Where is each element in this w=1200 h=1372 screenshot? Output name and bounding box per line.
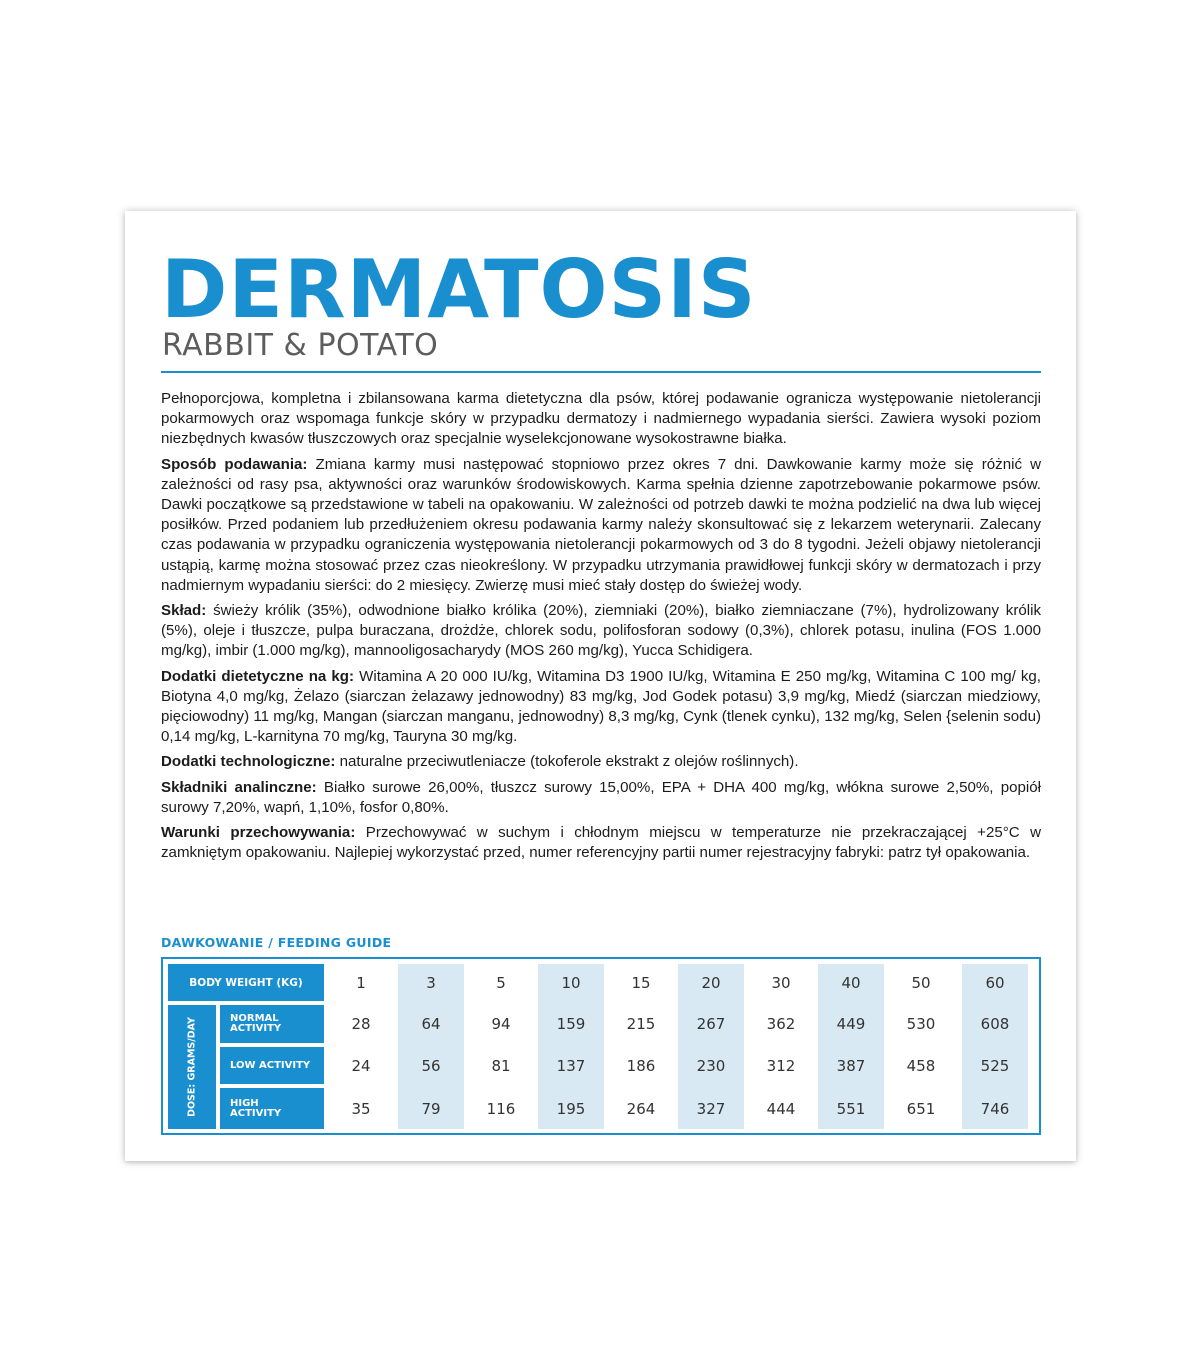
dose-cell: 608 <box>980 1015 1010 1033</box>
dose-cell: 159 <box>556 1015 586 1033</box>
dose-cell: 137 <box>556 1056 586 1075</box>
body-weight-cell: 15 <box>631 973 651 992</box>
dose-cell: 362 <box>766 1015 796 1033</box>
description-body <box>161 389 1041 868</box>
dose-cell: 267 <box>696 1015 726 1033</box>
body-weight-cell: 20 <box>701 973 721 992</box>
activity-label-line: LOW ACTIVITY <box>230 1059 311 1071</box>
body-weight-cell: 3 <box>426 973 436 992</box>
body-weight-header: BODY WEIGHT (KG) <box>168 964 324 1001</box>
analytic-paragraph <box>161 778 1041 818</box>
dose-cell: 28 <box>351 1015 371 1033</box>
dose-cell: 651 <box>906 1099 936 1118</box>
dose-cell: 530 <box>906 1015 936 1033</box>
activity-label-line: NORMAL <box>230 1013 279 1024</box>
dose-cell: 64 <box>421 1015 441 1033</box>
dose-cell: 79 <box>421 1099 441 1118</box>
dose-cell: 186 <box>626 1056 656 1075</box>
activity-row-label <box>220 1005 324 1043</box>
additives-text: Witamina A 20 000 IU/kg, Witamina D3 1900 IU/kg, Witamina E 250 mg/kg, Witamina C 100 mg/ kg, Biotyna 4,0 mg/kg, Żelazo (siarczan żelazawy jednowodny) 83 mg/kg, Jod Godek potasu) 3,9 mg/kg, Miedź (siarczan miedziowy, pięciowodny) 11 mg/kg, Mangan (siarczan manganu, jednowodny) 8,3 mg/kg, Cynk (tlenek cynku), 132 mg/kg, Selen {selenin sodu) 0,14 mg/kg, L-karnityna 70 mg/kg, Tauryna 30 mg/kg. <box>161 667 1041 746</box>
intro-paragraph <box>161 389 1041 450</box>
dose-cell: 81 <box>491 1056 511 1075</box>
body-weight-cell: 60 <box>985 973 1005 992</box>
feeding-guide-table <box>161 957 1041 1135</box>
dose-cell: 327 <box>696 1099 726 1118</box>
dose-cell: 35 <box>351 1099 371 1118</box>
dose-cell: 458 <box>906 1056 936 1075</box>
body-weight-cell: 5 <box>496 973 506 992</box>
activity-row-label <box>220 1047 324 1084</box>
body-weight-cell: 50 <box>911 973 931 992</box>
product-subtitle: RABBIT & POTATO <box>162 328 439 363</box>
feeding-guide-title: DAWKOWANIE / FEEDING GUIDE <box>161 935 392 950</box>
dose-cell: 264 <box>626 1099 656 1118</box>
storage-label: Warunki przechowywania: <box>161 824 356 842</box>
body-weight-cell: 1 <box>356 973 366 992</box>
dose-cell: 116 <box>486 1099 516 1118</box>
dose-label <box>168 1005 216 1129</box>
dose-cell: 94 <box>491 1015 511 1033</box>
additives-paragraph <box>161 667 1041 748</box>
activity-label-line: ACTIVITY <box>230 1023 282 1034</box>
feeding-paragraph <box>161 455 1041 596</box>
dose-cell: 215 <box>626 1015 656 1033</box>
intro-text: Pełnoporcjowa, kompletna i zbilansowana karma dietetyczna dla psów, której podawanie ogranicza występowanie nietolerancji pokarmowych oraz wspomaga funkcje skóry w przypadku dermatozy i nadmiernego wypadania sierści. Zawiera wysoki poziom niezbędnych kwasów tłuszczowych oraz specjalnie wyselekcjonowane wysokostrawne białka. <box>161 390 1041 448</box>
title-divider <box>161 371 1041 373</box>
dose-cell: 551 <box>836 1099 866 1118</box>
dose-cell: 312 <box>766 1056 796 1075</box>
dose-cell: 387 <box>836 1056 866 1075</box>
body-weight-cell: 30 <box>771 973 791 992</box>
product-label-card <box>125 211 1076 1161</box>
additives-label: Dodatki dietetyczne na kg: <box>161 667 355 685</box>
dose-cell: 449 <box>836 1015 866 1033</box>
dose-cell: 746 <box>980 1099 1010 1118</box>
dose-cell: 195 <box>556 1099 586 1118</box>
dose-cell: 525 <box>980 1056 1010 1075</box>
composition-paragraph <box>161 601 1041 662</box>
activity-label-line: ACTIVITY <box>230 1107 282 1119</box>
dose-label-text: DOSE: GRAMS/DAY <box>186 1017 198 1117</box>
storage-text: Przechowywać w suchym i chłodnym miejscu w temperaturze nie przekraczającej +25°C w zamkniętym opakowaniu. Najlepiej wykorzystać przed, numer referencyjny partii numer rejestracyjny fabryki: patrz tył opakowania. <box>161 824 1041 862</box>
storage-paragraph <box>161 823 1041 863</box>
analytic-text: Białko surowe 26,00%, tłuszcz surowy 15,00%, EPA + DHA 400 mg/kg, włókna surowe 2,50%, popiół surowy 7,20%, wapń, 1,10%, fosfor 0,80%. <box>161 778 1041 816</box>
dose-cell: 56 <box>421 1056 441 1075</box>
dose-cell: 24 <box>351 1056 371 1075</box>
body-weight-cell: 40 <box>841 973 861 992</box>
composition-label: Skład: <box>161 602 207 620</box>
body-weight-cell: 10 <box>561 973 581 992</box>
activity-label-line: HIGH <box>230 1097 259 1109</box>
feeding-text: Zmiana karmy musi następować stopniowo przez okres 7 dni. Dawkowanie karmy może się różnić w zależności od rasy psa, aktywności oraz warunków środowiskowych. Karma spełnia dzienne zapotrzebowanie pokarmowe psów. Dawki początkowe są przedstawione w tabeli na opakowaniu. W zależności od potrzeb dawki te można podzielić na dwa lub więcej posiłków. Przed podaniem lub przedłużeniem okresu podawania karmy należy skonsultować się z lekarzem weterynarii. Zalecany czas podawania w przypadku ograniczenia występowania nietolerancji pokarmowych od 3 do 8 tygodni. Jeżeli objawy nietolerancji ustąpią, karmę można stosować przez czas nieokreślony. W przypadku utrzymania prawidłowej funkcji skóry w dermatozach i przy nadmiernym wypadaniu sierści: do 2 miesięcy. Zwierzę musi mieć stały dostęp do świeżej wody. <box>161 455 1041 594</box>
product-title: DERMATOSIS <box>161 243 757 336</box>
feeding-label: Sposób podawania: <box>161 455 308 473</box>
composition-text: świeży królik (35%), odwodnione białko królika (20%), ziemniaki (20%), białko ziemniaczane (7%), hydrolizowany królik (5%), oleje i tłuszcze, pulpa buraczana, drożdże, chlorek sodu, polifosforan sodowy (0,3%), chlorek potasu, inulina (FOS 1.000 mg/kg), imbir (1.000 mg/kg), mannooligosacharydy (MOS 260 mg/kg), Yucca Schidigera. <box>161 602 1041 660</box>
tech-additives-label: Dodatki technologiczne: <box>161 753 336 771</box>
dose-cell: 230 <box>696 1056 726 1075</box>
activity-row-label <box>220 1088 324 1129</box>
analytic-label: Składniki analinczne: <box>161 778 317 796</box>
dose-cell: 444 <box>766 1099 796 1118</box>
tech-additives-paragraph <box>161 752 1041 772</box>
tech-additives-text: naturalne przeciwutleniacze (tokoferole ekstrakt z olejów roślinnych). <box>335 753 799 771</box>
